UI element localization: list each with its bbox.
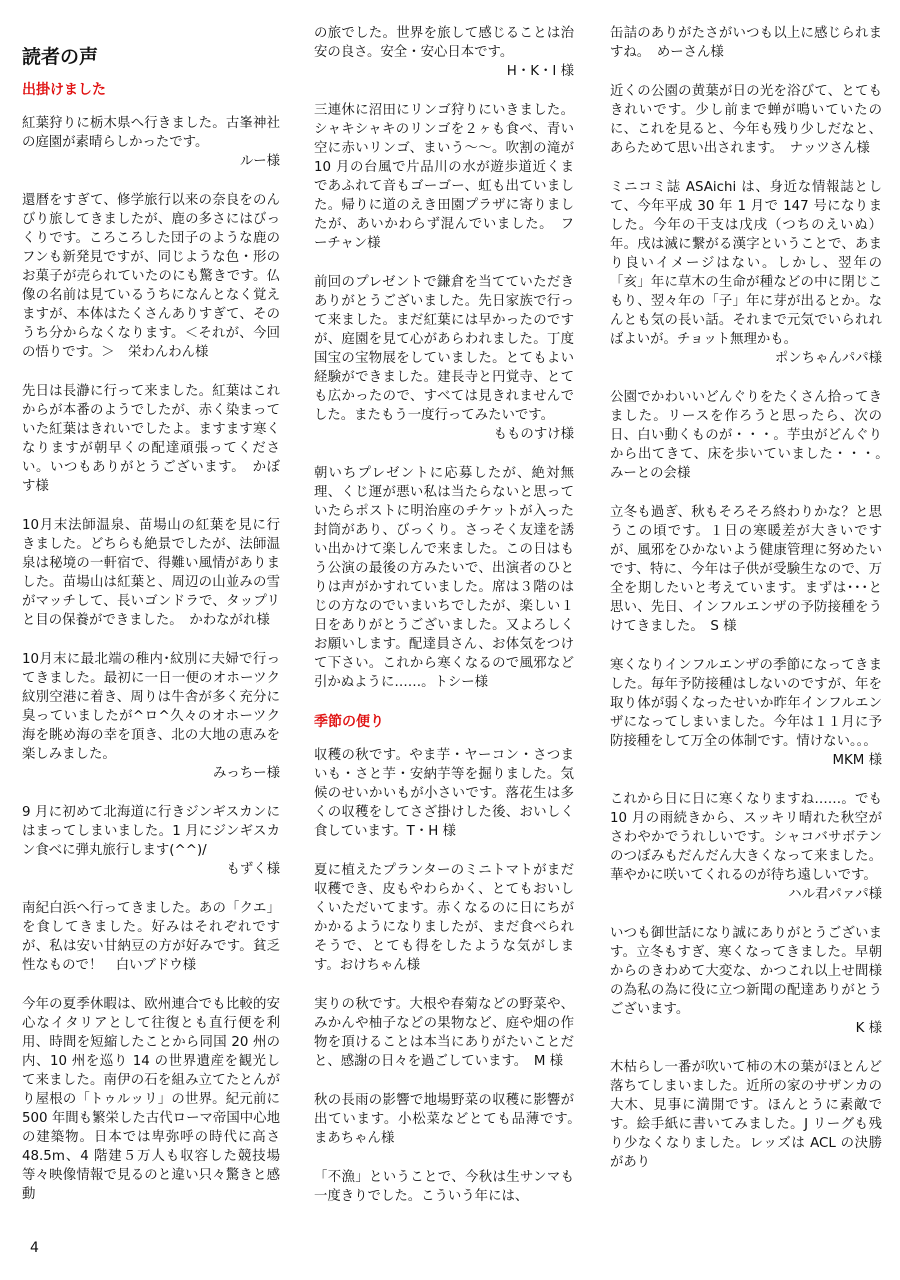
section-heading-outing: 出掛けました: [22, 82, 106, 98]
letters-list: [610, 24, 896, 1172]
letter-signature: K 様: [855, 1021, 882, 1036]
reader-letter: [610, 24, 882, 62]
letter-body: 近くの公園の黄葉が日の光を浴びて、とてもきれいです。少し前まで蝉が鳴いていたのに、これを見ると、今年も残り少しだなと、あらためて思い出されます。 ナッツさん様: [610, 84, 882, 156]
letter-body: 還暦をすぎて、修学旅行以来の奈良をのんびり旅してきましたが、鹿の多さにはびっくりです。ころころした団子のような鹿のフンも新発見ですが、同じような色・形のお菓子が売られていたのにも驚きです。仏像の名前は見ているうちになんとなく覚えますが、本体はたくさんありすぎて、そのうち分からなくなります。＜それが、今回の悟りです。＞ 栄わんわん様: [22, 193, 280, 360]
letter-body: の旅でした。世界を旅して感じることは治安の良さ。安全・安心日本です。: [314, 26, 574, 60]
letter-body: ミニコミ誌 ASAichi は、身近な情報誌として、今年平成 30 年 1 月で 147 号になりました。今年の干支は戊戌（つちのえいぬ）年。戌は滅に繋がる漢字ということで、あまり良いイメージはない。しかし、翌年の「亥」年に草木の生命が種などの中に閉じこもり、翌々年の「子」年に芽が出るとか。なんとも気の長い話。それまで元気でいられればよいが。チョット無理かも。: [610, 180, 882, 347]
letter-body: 朝いちプレゼントに応募したが、絶対無理、くじ運が悪い私は当たらないと思っていたらポストに明治座のチケットが入った封筒があり、びっくり。さっそく友達を誘い出かけて楽しんで来ました。この日はもう公演の最後の方みたいで、出演者のひとりは声がかすれていました。席は３階のはじの方なのでいまいちでしたが、楽しい１日をありがとうございました。又よろしくお願いします。配達員さん、お体気をつけて下さい。これから寒くなるので風邪など引かぬように……。トシー様: [314, 466, 574, 690]
reader-letter: [314, 24, 574, 81]
letter-signature: ルー様: [239, 154, 280, 169]
reader-letter: [22, 114, 280, 171]
letter-body: これから日に日に寒くなりますね……。でも 10 月の雨続きから、スッキリ晴れた秋空がさわやかでうれしいです。シャコバサボテンのつぼみもだんだん大きくなって来ました。華やかに咲いてくれるのが待ち遠しいです。: [610, 792, 882, 883]
reader-letter: [314, 101, 574, 253]
letter-body: 木枯らし一番が吹いて柿の木の葉がほとんど落ちてしまいました。近所の家のサザンカの大木、見事に満開です。ほんとうに素敵です。絵手紙に書いてみました。J リーグも残り少なくなりました。レッズは ACL の決勝があり: [610, 1060, 882, 1170]
reader-letter: [314, 995, 574, 1071]
letter-body: 秋の長雨の影響で地場野菜の収穫に影響が出ています。小松菜などとても品薄です。 まあちゃん様: [314, 1093, 588, 1146]
reader-letter: [314, 273, 574, 444]
reader-letter: [610, 82, 882, 158]
reader-letter: [314, 746, 574, 841]
letter-signature: もずく様: [226, 862, 280, 877]
letter-body: 10月末法師温泉、苗場山の紅葉を見に行きました。どちらも絶景でしたが、法師温泉は秘境の一軒宿で、得難い風情がありました。苗場山は紅葉と、周辺の山並みの雪がマッチして、長いゴンドラで、タップリと目の保養ができました。 かわながれ様: [22, 518, 280, 628]
letter-body: 先日は長瀞に行って来ました。紅葉はこれからが本番のようでしたが、赤く染まっていた紅葉はきれいでしたよ。ますます寒くなりますが朝早くの配達頑張ってください。いつもありがとうございます。 かぼす様: [22, 384, 280, 494]
letter-body: 実りの秋です。大根や春菊などの野菜や、みかんや柚子などの果物など、庭や畑の作物を頂けることは本当にありがたいことだと、感謝の日々を過ごしています。 M 様: [314, 997, 574, 1069]
letter-body: 今年の夏季休暇は、欧州連合でも比較的安心なイタリアとして往復とも直行便を利用、時間を短縮したことから同国 20 州の内、10 州を巡り 14 の世界遺産を観光して来ました。南伊の石を組み立てたとんがり屋根の「トゥルッリ」の世界。紀元前に 500 年間も繁栄した古代ローマ帝国中心地の建築物。日本では卑弥呼の時代に高さ 48.5m、4 階建５万人も収容した競技場等々映像情報で見るのと違い只々驚きと感動: [22, 997, 280, 1202]
letter-signature: ハル君パァパ様: [788, 887, 882, 902]
reader-letter: [22, 995, 280, 1204]
reader-letter: [610, 388, 896, 483]
reader-letter: [22, 899, 280, 975]
letter-body: 前回のプレゼントで鎌倉を当てていただきありがとうございました。先日家族で行って来ました。まだ紅葉には早かったのですが、庭園を見て心があらわれました。丁度国宝の宝物展をしていました。とてもよい経験ができました。建長寺と円覚寺、とても広かったので、すべては見きれませんでした。またもう一度行ってみたいです。: [314, 275, 574, 423]
letter-body: 夏に植えたプランターのミニトマトがまだ収穫でき、皮もやわらかく、とてもおいしくいただいてます。赤くなるのに日にちがかかるようになりましたが、まだ食べられそうで、とても得をしたような気がします。おけちゃん様: [314, 863, 574, 973]
column-left: [22, 24, 280, 1224]
reader-letter: [22, 382, 280, 496]
letter-signature: H・K・I 様: [506, 64, 574, 79]
letter-body: 紅葉狩りに栃木県へ行きました。古峯神社の庭園が素晴らしかったです。: [22, 116, 280, 150]
letter-body: 缶詰のありがたさがいつも以上に感じられますね。 めーさん様: [610, 26, 882, 60]
reader-letter: [314, 464, 574, 692]
reader-letter: [314, 1091, 588, 1148]
letter-body: 9 月に初めて北海道に行きジンギスカンにはまってしまいました。1 月にジンギスカン食べに弾丸旅行します(^^)/: [22, 805, 280, 858]
letter-body: 寒くなりインフルエンザの季節になってきました。毎年予防接種はしないのですが、年を取り体が弱くなったせいか昨年インフルエンザになってしまいました。今年は１１月に予防接種をして万全の体制です。情けない。。。: [610, 658, 882, 749]
letter-body: 立冬も過ぎ、秋もそろそろ終わりかな？と思うこの頃です。１日の寒暖差が大きいですが、風邪をひかないよう健康管理に努めたいです、特に、今年は子供が受験生なので、万全を期したいと考えています。まずは･･･と思い、先日、インフルエンザの予防接種をうけてきました。 S 様: [610, 505, 882, 634]
letters-list: [314, 24, 574, 692]
letter-body: 三連休に沼田にリンゴ狩りにいきました。シャキシャキのリンゴを２ヶも食べ、青い空に赤いリンゴ、まいう～～。吹割の滝が 10 月の台風で片品川の水が遊歩道近くまであふれて音もゴーゴー、虹も出ていました。帰りに道のえき田園プラザに寄りましたが、あいかわらず混んでいました。 フーチャン様: [314, 103, 574, 251]
column-middle: [314, 24, 588, 1226]
letter-signature: もものすけ様: [493, 427, 574, 442]
reader-letter: [314, 861, 574, 975]
letters-list: [22, 114, 280, 1204]
letter-body: 「不漁」ということで、今秋は生サンマも一度きりでした。こういう年には、: [314, 1170, 574, 1204]
reader-letter: [610, 924, 882, 1038]
letter-body: 南紀白浜へ行ってきました。あの「クエ」を食してきました。好みはそれぞれですが、私は安い甘納豆の方が好みです。貧乏性なもので！ 白いブドウ様: [22, 901, 280, 973]
reader-letter: [22, 650, 280, 783]
page-number: 4: [30, 1240, 39, 1256]
reader-letter: [610, 656, 882, 770]
column-right: [610, 24, 896, 1192]
letter-body: 10月末に最北端の稚内･紋別に夫婦で行ってきました。最初に一日一便のオホーツク紋別空港に着き、周りは牛舎が多く充分に臭っていましたが^ロ^久々のオホーツク海を眺め海の幸を頂き、北の大地の恵みを楽しみました。: [22, 652, 280, 762]
letters-list: [314, 746, 588, 1206]
letter-body: いつも御世話になり誠にありがとうございます。立冬もすぎ、寒くなってきました。早朝からのきわめて大変な、かつこれ以上せ間様の為私の為に役に立つ新聞の配達ありがとうございます。: [610, 926, 882, 1017]
reader-letter: [610, 790, 882, 904]
letter-signature: ポンちゃんパパ様: [774, 351, 882, 366]
reader-letter: [610, 503, 882, 636]
letter-signature: みっちー様: [213, 766, 280, 781]
letter-body: 公園でかわいいどんぐりをたくさん拾ってきました。リースを作ろうと思ったら、次の日、白い動くものが・・・。芋虫がどんぐりから出てきて、床を歩いていました・・・。 みーとの会様: [610, 390, 896, 481]
reader-letter: [22, 803, 280, 879]
reader-letter: [314, 1168, 574, 1206]
section-heading-season: 季節の便り: [314, 714, 384, 730]
reader-letter: [610, 178, 882, 368]
letter-signature: MKM 様: [832, 753, 882, 768]
page-title: 読者の声: [22, 46, 99, 68]
reader-letter: [610, 1058, 882, 1172]
reader-letter: [22, 516, 280, 630]
letter-body: 収穫の秋です。やま芋・ヤーコン・さつまいも・さと芋・安納芋等を掘りました。気候のせいかいもが小さいです。落花生は多くの収穫をしてさざ掛けした後、おいしく食しています。T・H 様: [314, 748, 574, 839]
reader-letter: [22, 191, 280, 362]
